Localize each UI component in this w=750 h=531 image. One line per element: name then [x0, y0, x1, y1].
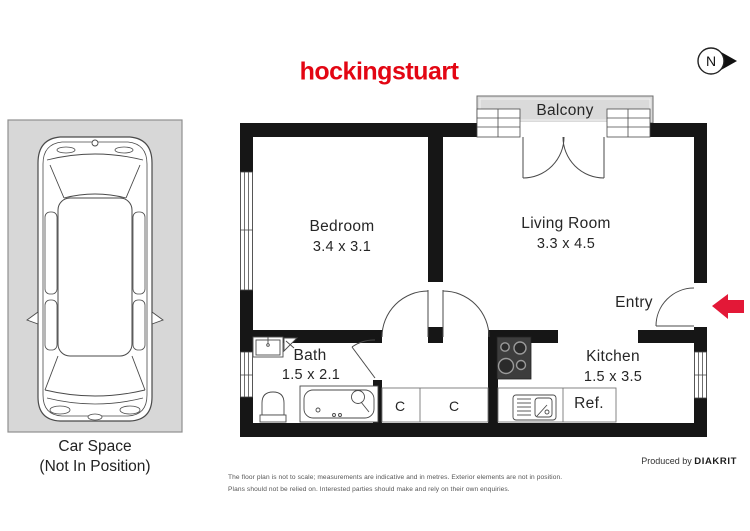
wall-kitchen-west	[488, 330, 498, 423]
kitchen-label: Kitchen	[586, 348, 640, 365]
window-bath-west	[241, 352, 253, 397]
stove-icon	[497, 337, 531, 379]
car-icon	[27, 137, 163, 421]
entry-arrow-icon	[712, 294, 744, 319]
fridge-label: Ref.	[574, 395, 604, 412]
disclaimer	[228, 472, 708, 496]
kitchen-dims: 1.5 x 3.5	[583, 369, 643, 385]
north-label: N	[705, 53, 717, 69]
bath-door-swing	[352, 340, 375, 378]
produced-by	[641, 456, 737, 467]
entry-label: Entry	[615, 294, 653, 311]
vanity-icon	[253, 337, 283, 357]
toilet-icon	[260, 392, 286, 422]
balcony-french-door	[523, 137, 604, 178]
window-living-north-left	[477, 109, 520, 137]
produced-by-text: Produced by	[641, 456, 695, 466]
balcony-label: Balcony	[536, 102, 594, 119]
disclaimer-line-1: The floor plan is not to scale; measurements are indicative and in metres. Exterior elements are not in position.	[228, 474, 563, 481]
bedroom-door-swing	[382, 290, 428, 337]
closet-label-2: C	[448, 398, 460, 414]
living-door-swing	[443, 290, 489, 337]
bath-label: Bath	[293, 347, 327, 364]
window-living-north-right	[607, 109, 650, 137]
entry-door-gap	[693, 283, 708, 327]
disclaimer-line-2: Plans should not be relied on. Interested parties should make and rely on their own enquiries.	[228, 486, 510, 493]
window-kitchen-east	[695, 352, 707, 398]
car-space-panel	[8, 120, 182, 432]
living-room-label: Living Room	[521, 215, 611, 232]
car-space-subtitle: (Not In Position)	[39, 458, 151, 475]
window-bedroom-west	[241, 172, 253, 290]
bedroom-label: Bedroom	[309, 218, 375, 235]
car-space-title: Car Space	[58, 438, 132, 455]
balcony-door-gap	[520, 122, 607, 138]
closet-label-1: C	[394, 398, 406, 414]
bedroom-dims: 3.4 x 3.1	[312, 239, 372, 255]
wall-bottom	[240, 423, 707, 437]
wall-bedroom-living-divider	[428, 137, 443, 282]
living-room-dims: 3.3 x 4.5	[536, 236, 596, 252]
bath-dims: 1.5 x 2.1	[281, 367, 341, 383]
bathtub-icon	[300, 386, 378, 422]
north-arrow-icon	[698, 48, 737, 74]
wall-kitchen-north-right	[638, 330, 694, 343]
producer-name: DIAKRIT	[694, 456, 737, 467]
entry-door-swing	[656, 288, 694, 326]
wall-stub	[428, 327, 443, 343]
brand-logo: hockingstuart	[299, 57, 459, 86]
